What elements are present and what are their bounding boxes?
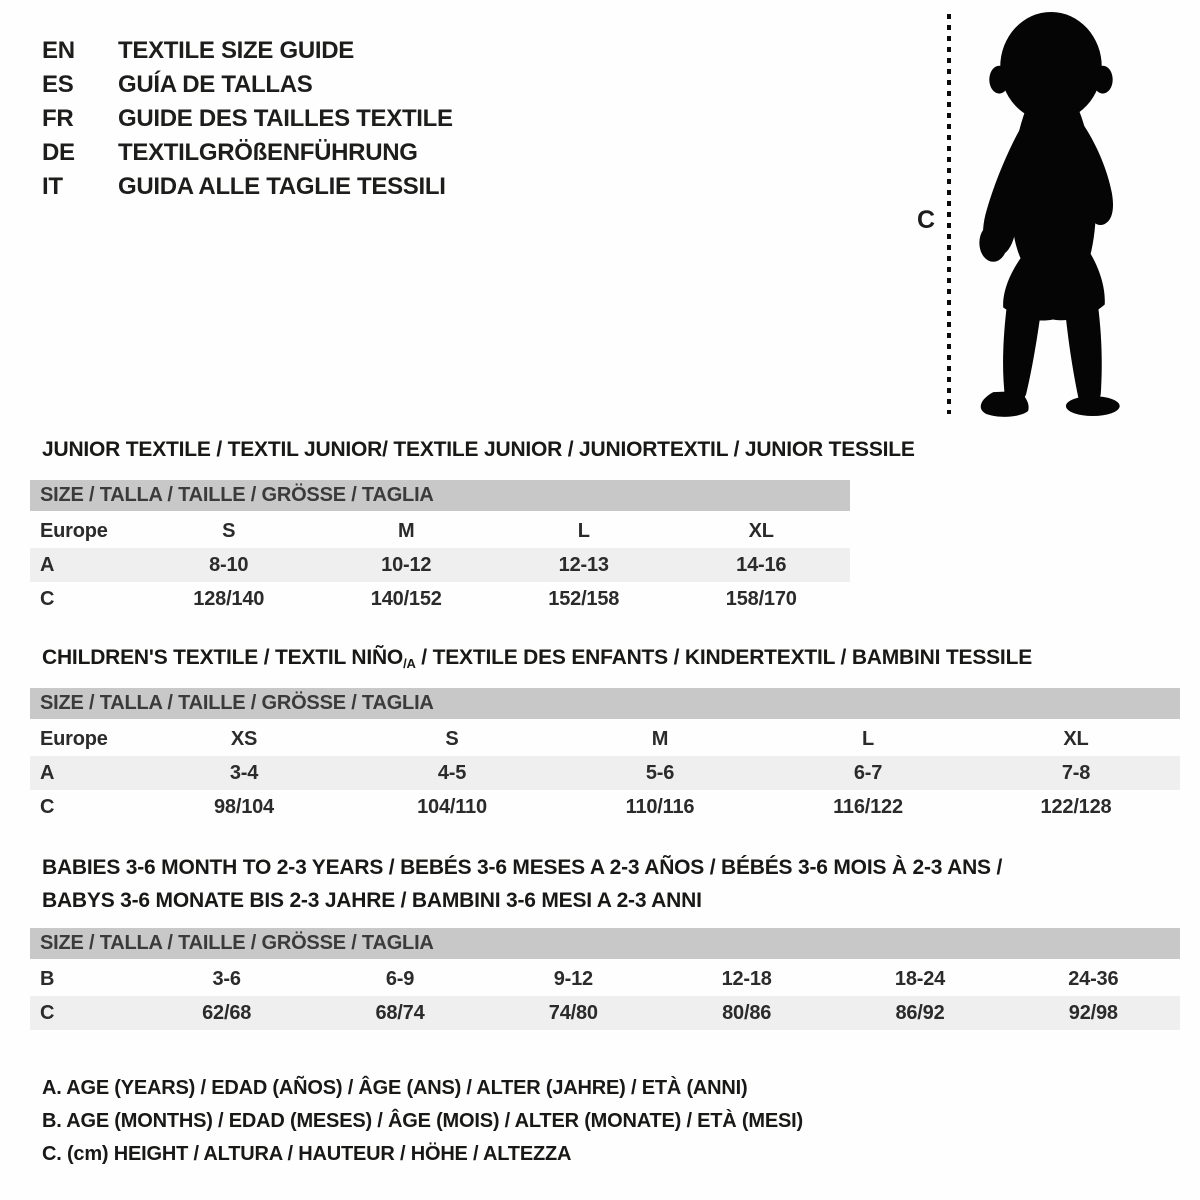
table-cell: 152/158 [548, 588, 620, 610]
table-row-height [30, 582, 850, 616]
language-code: ES [42, 71, 74, 98]
table-cell: 12-18 [721, 968, 772, 990]
row-label: C [40, 796, 55, 818]
table-cell: 7-8 [1061, 762, 1091, 784]
language-code: DE [42, 139, 75, 166]
row-label: C [40, 1002, 55, 1024]
table-cell: XL [1063, 728, 1089, 750]
row-label: Europe [40, 520, 108, 542]
table-row-months [30, 962, 1180, 996]
language-title: TEXTILGRÖßENFÜHRUNG [118, 139, 418, 166]
row-label: A [40, 554, 55, 576]
row-label: B [40, 968, 55, 990]
language-code: IT [42, 173, 63, 200]
table-cell: 14-16 [736, 554, 787, 576]
table-row-europe [30, 722, 1180, 756]
junior-size-table [30, 480, 850, 616]
table-row-age [30, 756, 1180, 790]
table-cell: 6-7 [853, 762, 883, 784]
table-cell: 9-12 [553, 968, 593, 990]
table-cell: 10-12 [381, 554, 432, 576]
measurement-legend [42, 1072, 803, 1171]
table-cell: 62/68 [202, 1002, 252, 1024]
language-row-it [42, 170, 453, 204]
language-title-list [42, 34, 453, 204]
table-cell: S [222, 520, 236, 542]
table-cell: XL [748, 520, 774, 542]
table-row-height [30, 790, 1180, 824]
language-row-de [42, 136, 453, 170]
table-cell: XS [230, 728, 258, 750]
table-cell: 86/92 [895, 1002, 945, 1024]
children-title-main: CHILDREN'S TEXTILE / TEXTIL NIÑO [42, 646, 404, 669]
table-cell: 24-36 [1068, 968, 1119, 990]
table-cell: 140/152 [370, 588, 442, 610]
table-row-height [30, 996, 1180, 1030]
row-label: A [40, 762, 55, 784]
table-cell: L [861, 728, 875, 750]
table-cell: M [398, 520, 415, 542]
table-cell: 110/116 [625, 796, 695, 818]
table-cell: 80/86 [722, 1002, 772, 1024]
language-row-en [42, 34, 453, 68]
language-code: EN [42, 37, 75, 64]
children-title-rest: / TEXTILE DES ENFANTS / KINDERTEXTIL / BAMBINI TESSILE [415, 646, 1033, 669]
language-row-fr [42, 102, 453, 136]
table-cell: 104/110 [417, 796, 487, 818]
table-cell: 74/80 [548, 1002, 598, 1024]
table-cell: 6-9 [385, 968, 415, 990]
babies-section-title-line1: BABIES 3-6 MONTH TO 2-3 YEARS / BEBÉS 3-6 MESES A 2-3 AÑOS / BÉBÉS 3-6 MOIS À 2-3 ANS / [42, 856, 1003, 879]
table-cell: 116/122 [833, 796, 903, 818]
language-title: GUIDE DES TAILLES TEXTILE [118, 105, 453, 132]
size-header-bar: SIZE / TALLA / TAILLE / GRÖSSE / TAGLIA [30, 928, 1180, 959]
junior-section-title: JUNIOR TEXTILE / TEXTIL JUNIOR/ TEXTILE JUNIOR / JUNIORTEXTIL / JUNIOR TESSILE [42, 438, 915, 461]
table-cell: M [651, 728, 669, 750]
height-measure-label: C [916, 206, 936, 234]
legend-line-c: C. (cm) HEIGHT / ALTURA / HAUTEUR / HÖHE / ALTEZZA [42, 1143, 572, 1165]
table-cell: 12-13 [558, 554, 609, 576]
legend-line-b: B. AGE (MONTHS) / EDAD (MESES) / ÂGE (MOIS) / ALTER (MONATE) / ETÀ (MESI) [42, 1110, 803, 1132]
baby-toddler-silhouette-icon [962, 10, 1138, 418]
table-cell: 128/140 [193, 588, 265, 610]
language-title: TEXTILE SIZE GUIDE [118, 37, 354, 64]
children-size-table [30, 688, 1180, 824]
table-cell: 8-10 [209, 554, 249, 576]
table-cell: 158/170 [725, 588, 797, 610]
legend-line-a: A. AGE (YEARS) / EDAD (AÑOS) / ÂGE (ANS) / ALTER (JAHRE) / ETÀ (ANNI) [42, 1077, 748, 1099]
language-row-es [42, 68, 453, 102]
language-title: GUIDA ALLE TAGLIE TESSILI [118, 173, 446, 200]
table-row-age [30, 548, 850, 582]
dashed-height-line-icon [947, 14, 951, 414]
table-row-europe [30, 514, 850, 548]
table-cell: 3-4 [229, 762, 259, 784]
row-label: C [40, 588, 55, 610]
table-cell: 98/104 [214, 796, 274, 818]
table-cell: S [445, 728, 459, 750]
table-cell: 4-5 [437, 762, 467, 784]
children-title-subscript: /A [403, 656, 416, 671]
language-code: FR [42, 105, 74, 132]
table-cell: L [577, 520, 590, 542]
babies-section-title-line2: BABYS 3-6 MONATE BIS 2-3 JAHRE / BAMBINI 3-6 MESI A 2-3 ANNI [42, 889, 702, 912]
table-cell: 92/98 [1068, 1002, 1118, 1024]
language-title: GUÍA DE TALLAS [118, 71, 313, 98]
table-cell: 18-24 [894, 968, 946, 990]
table-cell: 122/128 [1040, 796, 1112, 818]
table-cell: 68/74 [375, 1002, 425, 1024]
table-cell: 5-6 [645, 762, 675, 784]
babies-size-table [30, 928, 1180, 1030]
size-header-bar: SIZE / TALLA / TAILLE / GRÖSSE / TAGLIA [30, 688, 1180, 719]
size-header-bar: SIZE / TALLA / TAILLE / GRÖSSE / TAGLIA [30, 480, 850, 511]
children-section-title [42, 646, 1032, 670]
table-cell: 3-6 [212, 968, 241, 990]
row-label: Europe [40, 728, 108, 750]
